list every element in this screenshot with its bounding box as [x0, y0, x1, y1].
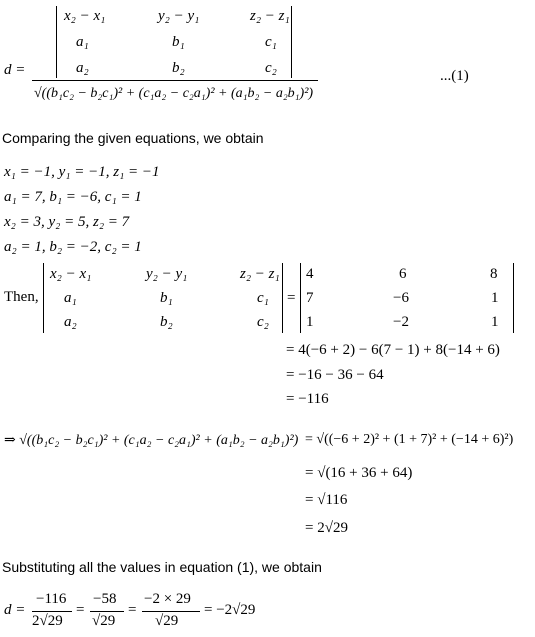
frac3-den: √29 [155, 613, 179, 629]
frac2-num: −58 [93, 591, 117, 607]
num-r3c3: 1 [491, 314, 499, 330]
sym-r3c1: a₂ [64, 314, 77, 330]
formula-lhs: d = [4, 62, 26, 78]
det-row2-col3: c₁ [265, 34, 277, 50]
values-line-3: x₂ = 3, y₂ = 5, z₂ = 7 [4, 214, 130, 230]
root-step-2: = √116 [305, 492, 348, 508]
det-step-1: = 4(−6 + 2) − 6(7 − 1) + 8(−14 + 6) [286, 342, 500, 358]
num-r2c3: 1 [491, 290, 499, 306]
det-row3-col2: b₂ [172, 60, 185, 76]
sym-r2c2: b₁ [160, 290, 173, 306]
det-row2-col1: a₁ [76, 34, 89, 50]
num-r3c2: −2 [393, 314, 409, 330]
values-line-4: a₂ = 1, b₂ = −2, c₂ = 1 [4, 239, 142, 255]
frac1-den: 2√29 [32, 613, 63, 629]
root-line1-rhs: = √((−6 + 2)² + (1 + 7)² + (−14 + 6)²) [305, 432, 514, 447]
root-line1-lhs: ⇒ √((b₁c₂ − b₂c₁)² + (c₁a₂ − c₂a₁)² + (a₁b₂ − a₂b₁)²) [4, 433, 299, 448]
formula-denominator: √((b₁c₂ − b₂c₁)² + (c₁a₂ − c₂a₁)² + (a₁b₂ − a₂b₁)²) [34, 86, 314, 101]
sym-r1c3: z₂ − z₁ [240, 266, 280, 282]
det-row1-col3: z₂ − z₁ [250, 8, 290, 24]
det-equals: = [287, 290, 296, 306]
values-line-1: x₁ = −1, y₁ = −1, z₁ = −1 [4, 164, 160, 180]
frac2-den: √29 [92, 613, 116, 629]
det-row3-col3: c₂ [265, 60, 277, 76]
num-r3c1: 1 [306, 314, 314, 330]
fraction-bar [32, 80, 318, 81]
then-label: Then, [4, 289, 39, 305]
sym-r1c2: y₂ − y₁ [146, 266, 188, 282]
eq-sign-1: = [76, 602, 85, 618]
final-lhs: d = [4, 602, 26, 618]
det-row3-col1: a₂ [76, 60, 89, 76]
det-step-2: = −16 − 36 − 64 [286, 367, 384, 383]
frac3-num: −2 × 29 [144, 591, 191, 607]
values-line-2: a₁ = 7, b₁ = −6, c₁ = 1 [4, 189, 142, 205]
sym-r1c1: x₂ − x₁ [50, 266, 92, 282]
substitute-text: Substituting all the values in equation (1), we obtain [2, 559, 322, 575]
det-row2-col2: b₁ [172, 34, 185, 50]
final-result-value: = −2√29 [204, 602, 256, 618]
sym-r3c2: b₂ [160, 314, 173, 330]
compare-text: Comparing the given equations, we obtain [2, 130, 264, 146]
frac1-num: −116 [36, 591, 67, 607]
det-row1-col1: x₂ − x₁ [64, 8, 106, 24]
num-r2c2: −6 [393, 290, 409, 306]
root-step-3: = 2√29 [305, 520, 348, 536]
num-r2c1: 7 [306, 290, 314, 306]
num-r1c2: 6 [399, 266, 407, 282]
num-r1c3: 8 [490, 266, 498, 282]
root-step-1: = √(16 + 36 + 64) [305, 465, 413, 481]
det-step-3: = −116 [286, 391, 329, 407]
det-row1-col2: y₂ − y₁ [158, 8, 200, 24]
sym-r3c3: c₂ [257, 314, 269, 330]
sym-r2c1: a₁ [64, 290, 77, 306]
sym-r2c3: c₁ [257, 290, 269, 306]
eq-sign-2: = [128, 602, 137, 618]
num-r1c1: 4 [306, 266, 314, 282]
equation-ref: ...(1) [440, 68, 469, 84]
